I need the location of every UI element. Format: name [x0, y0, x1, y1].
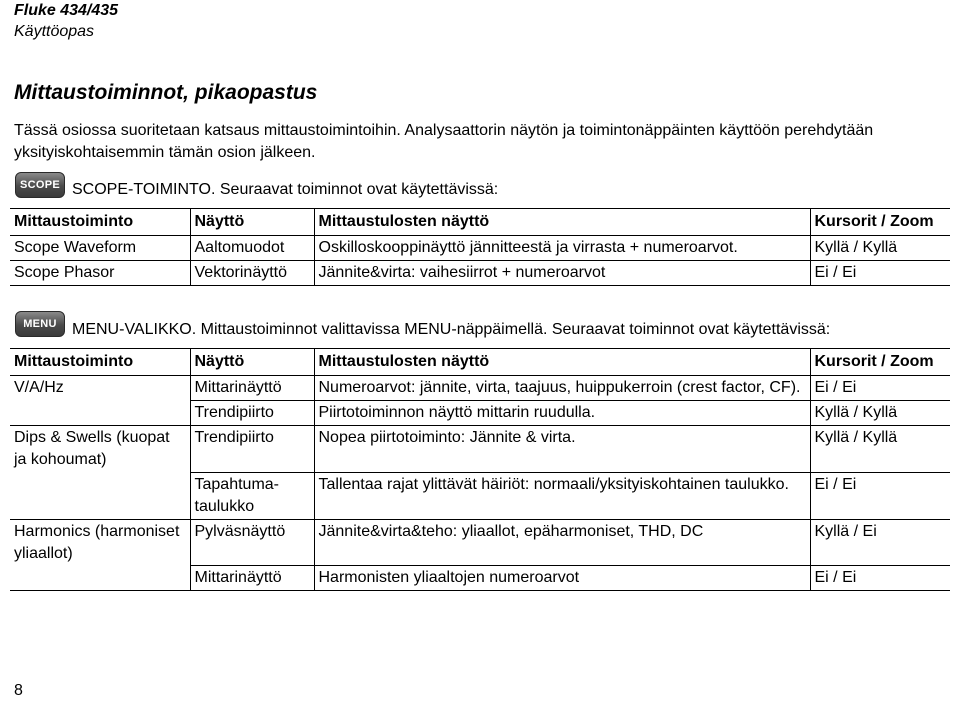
table-cell: Ei / Ei [810, 472, 950, 519]
column-header: Mittaustoiminto [10, 209, 190, 236]
table-cell: Jännite&virta&teho: yliaallot, epäharmoniset, THD, DC [314, 519, 810, 566]
menu-section-label: MENU-VALIKKO. Mittaustoiminnot valittavissa MENU-näppäimellä. Seuraavat toiminnot ovat käytettävissä: [72, 321, 831, 338]
table-row [10, 426, 950, 473]
table-row [10, 472, 950, 519]
table-header-row [10, 349, 950, 376]
column-header: Näyttö [190, 209, 314, 236]
table-cell: Kyllä / Kyllä [810, 401, 950, 426]
table-cell: Trendipiirto [190, 401, 314, 426]
table-row [10, 236, 950, 261]
table-row [10, 519, 950, 566]
section-title: Mittaustoiminnot, pikaopastus [14, 81, 318, 104]
column-header: Kursorit / Zoom [810, 209, 950, 236]
table-cell: Vektorinäyttö [190, 261, 314, 286]
table-cell: Tapahtuma-taulukko [190, 472, 314, 519]
table-row [10, 401, 950, 426]
table-cell [10, 566, 190, 591]
table-cell: Harmonisten yliaaltojen numeroarvot [314, 566, 810, 591]
table-cell: Ei / Ei [810, 376, 950, 401]
table-cell: Pylväsnäyttö [190, 519, 314, 566]
table-cell: Mittarinäyttö [190, 376, 314, 401]
table-cell: Dips & Swells (kuopat ja kohoumat) [14, 429, 170, 468]
table-cell: Scope Waveform [10, 236, 190, 261]
document-header-subtitle: Käyttöopas [14, 23, 95, 40]
column-header: Mittaustulosten näyttö [314, 349, 810, 376]
table-cell: Mittarinäyttö [190, 566, 314, 591]
table-cell: Kyllä / Kyllä [810, 236, 950, 261]
menu-table [10, 348, 950, 591]
table-cell [10, 472, 190, 519]
document-header-title: Fluke 434/435 [14, 2, 119, 19]
menu-key-icon: MENU [15, 311, 65, 337]
scope-section-label: SCOPE-TOIMINTO. Seuraavat toiminnot ovat käytettävissä: [72, 181, 499, 198]
table-cell: Kyllä / Ei [810, 519, 950, 566]
table-cell: Ei / Ei [810, 566, 950, 591]
intro-paragraph: Tässä osiossa suoritetaan katsaus mittaustoimintoihin. Analysaattorin näytön ja toimintonäppäinten käyttöön perehdytään yksityiskohtaisemmin tämän osion jälkeen. [14, 122, 874, 161]
table-row [10, 261, 950, 286]
table-cell: Scope Phasor [10, 261, 190, 286]
table-cell: Numeroarvot: jännite, virta, taajuus, huippukerroin (crest factor, CF). [314, 376, 810, 401]
table-cell: Harmonics (harmoniset yliaallot) [14, 522, 180, 562]
scope-table [10, 208, 950, 286]
table-cell: V/A/Hz [14, 379, 64, 396]
table-cell: Ei / Ei [810, 261, 950, 286]
table-cell: Aaltomuodot [190, 236, 314, 261]
column-header: Mittaustoiminto [10, 349, 190, 376]
table-row [10, 566, 950, 591]
table-cell: Kyllä / Kyllä [810, 426, 950, 473]
column-header: Mittaustulosten näyttö [314, 209, 810, 236]
table-cell: Oskilloskooppinäyttö jännitteestä ja virrasta + numeroarvot. [314, 236, 810, 261]
column-header: Näyttö [190, 349, 314, 376]
page-number: 8 [14, 682, 23, 699]
table-cell: Trendipiirto [190, 426, 314, 473]
scope-key-icon: SCOPE [15, 172, 65, 198]
table-cell [10, 401, 190, 426]
table-cell: Jännite&virta: vaihesiirrot + numeroarvot [314, 261, 810, 286]
column-header: Kursorit / Zoom [810, 349, 950, 376]
table-cell: Nopea piirtotoiminto: Jännite & virta. [314, 426, 810, 473]
table-cell: Piirtotoiminnon näyttö mittarin ruudulla. [314, 401, 810, 426]
table-cell: Tallentaa rajat ylittävät häiriöt: normaali/yksityiskohtainen taulukko. [314, 472, 810, 519]
table-header-row [10, 209, 950, 236]
table-row [10, 376, 950, 401]
